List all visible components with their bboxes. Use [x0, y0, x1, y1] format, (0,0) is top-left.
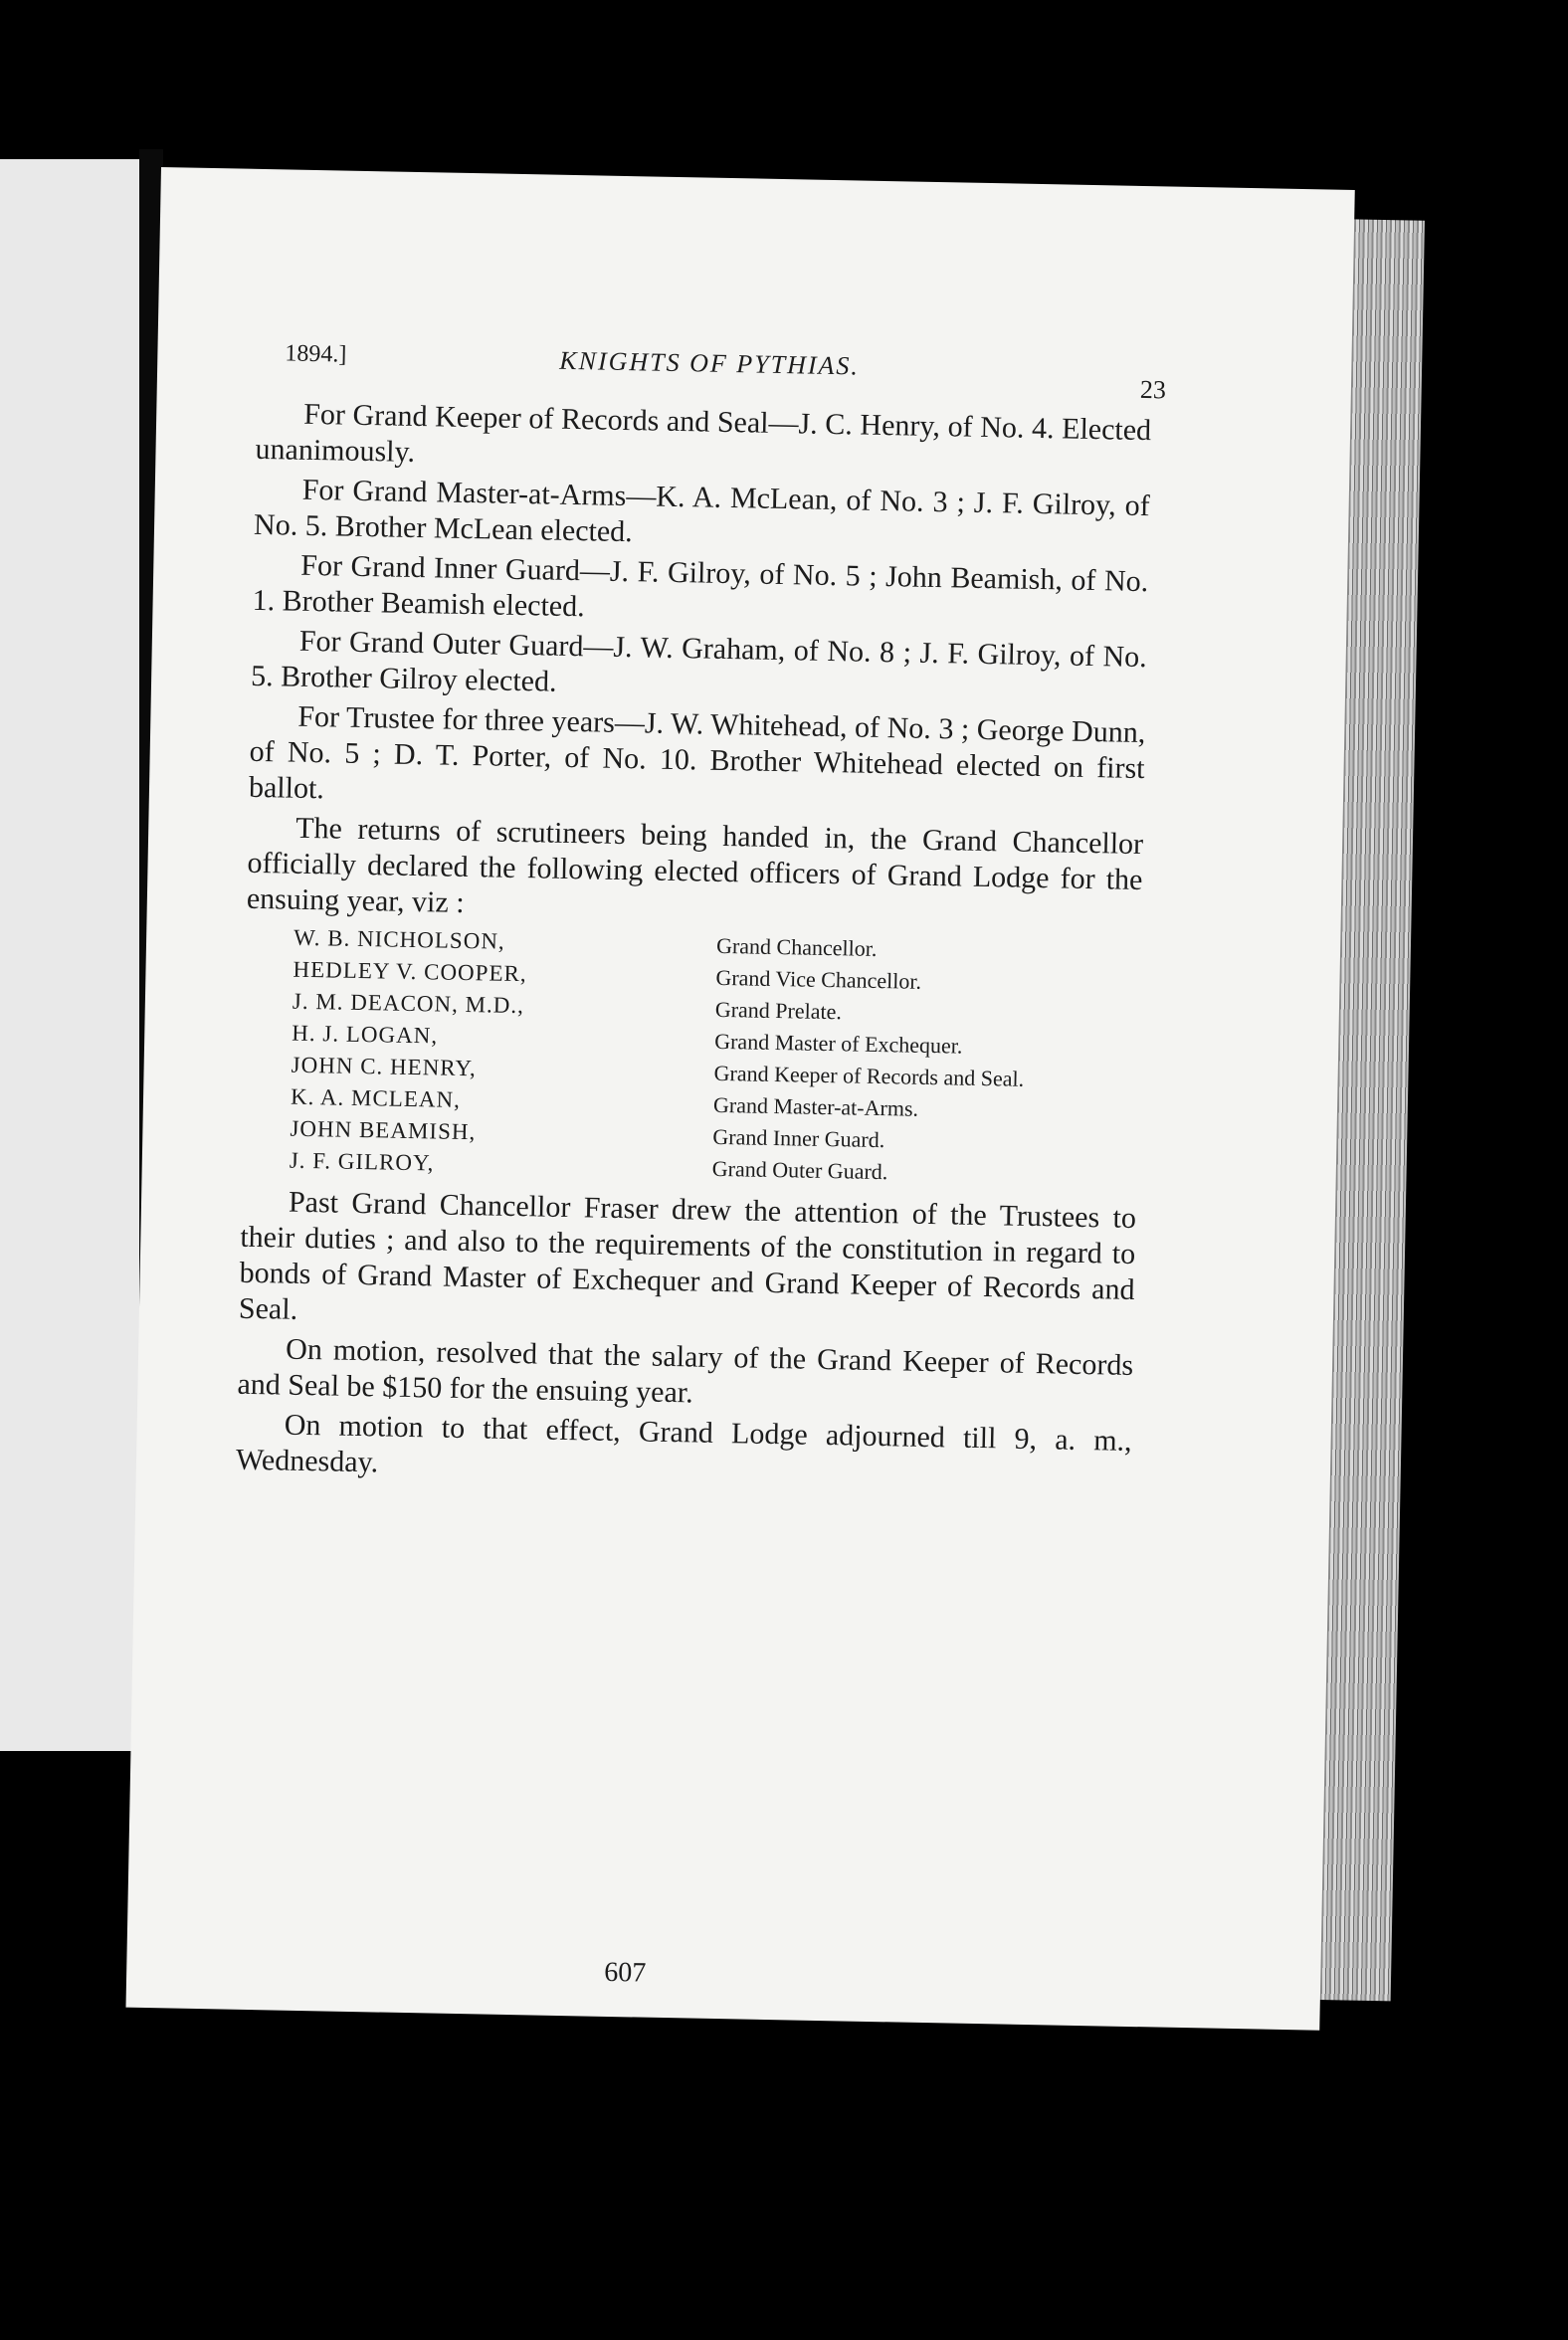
book-page — [125, 167, 1354, 2031]
officer-name: K. A. MCLEAN, — [290, 1083, 462, 1112]
folio-number: 607 — [603, 1956, 647, 1989]
header-page-number: 23 — [1139, 374, 1167, 405]
officer-role: Grand Chancellor. — [715, 932, 878, 961]
paragraph: The returns of scrutineers being handed in, the Grand Chancellor officially declared the following elected officers of Grand Lodge for the ensuing year, viz : — [246, 811, 1144, 919]
officer-role: Grand Master-at-Arms. — [712, 1091, 919, 1121]
paragraph: For Grand Master-at-Arms—K. A. McLean, of No. 3 ; J. F. Gilroy, of No. 5. Brother McLean elected. — [253, 473, 1150, 549]
paragraph: On motion, resolved that the salary of the Grand Keeper of Records and Seal be $150 for the ensuing year. — [237, 1332, 1134, 1410]
paragraph: For Grand Keeper of Records and Seal—J. C. Henry, of No. 4. Elected unanimously. — [255, 397, 1152, 469]
officer-name: JOHN C. HENRY, — [291, 1052, 478, 1081]
paragraph: For Grand Inner Guard—J. F. Gilroy, of No. 5 ; John Beamish, of No. 1. Brother Beamish elected. — [252, 548, 1149, 624]
officer-role: Grand Outer Guard. — [711, 1155, 888, 1185]
officer-name: HEDLEY V. COOPER, — [293, 956, 527, 987]
officer-role: Grand Master of Exchequer. — [714, 1028, 963, 1059]
paragraph: Past Grand Chancellor Fraser drew the attention of the Trustees to their duties ; and also to the requirements of the constitution in regard to bonds of Grand Master of Exchequer and Grand Keeper of Records and Seal. — [238, 1185, 1137, 1326]
officer-name: JOHN BEAMISH, — [290, 1115, 477, 1145]
header-year: 1894.] — [285, 340, 347, 368]
running-header — [285, 340, 1167, 405]
officer-role: Grand Keeper of Records and Seal. — [713, 1060, 1025, 1091]
paragraph: For Grand Outer Guard—J. W. Graham, of No. 8 ; J. F. Gilroy, of No. 5. Brother Gilroy elected. — [250, 624, 1148, 698]
left-page-edge — [0, 159, 147, 1751]
officer-role: Grand Prelate. — [714, 996, 843, 1025]
paragraph: On motion to that effect, Grand Lodge adjourned till 9, a. m., Wednesday. — [235, 1408, 1132, 1479]
officer-role: Grand Inner Guard. — [712, 1123, 885, 1153]
officer-name: J. F. GILROY, — [289, 1147, 435, 1176]
paragraph: For Trustee for three years—J. W. Whitehead, of No. 3 ; George Dunn, of No. 5 ; D. T. Porter, of No. 10. Brother Whitehead elected on first ballot. — [248, 699, 1146, 806]
officer-name: H. J. LOGAN, — [292, 1020, 439, 1049]
officer-role: Grand Vice Chancellor. — [715, 964, 922, 994]
officer-name: W. B. NICHOLSON, — [293, 924, 505, 954]
page-body — [236, 396, 1152, 1499]
officers-list — [290, 922, 1142, 1193]
officer-name: J. M. DEACON, M.D., — [292, 988, 525, 1019]
header-title: KNIGHTS OF PYTHIAS. — [559, 345, 861, 381]
